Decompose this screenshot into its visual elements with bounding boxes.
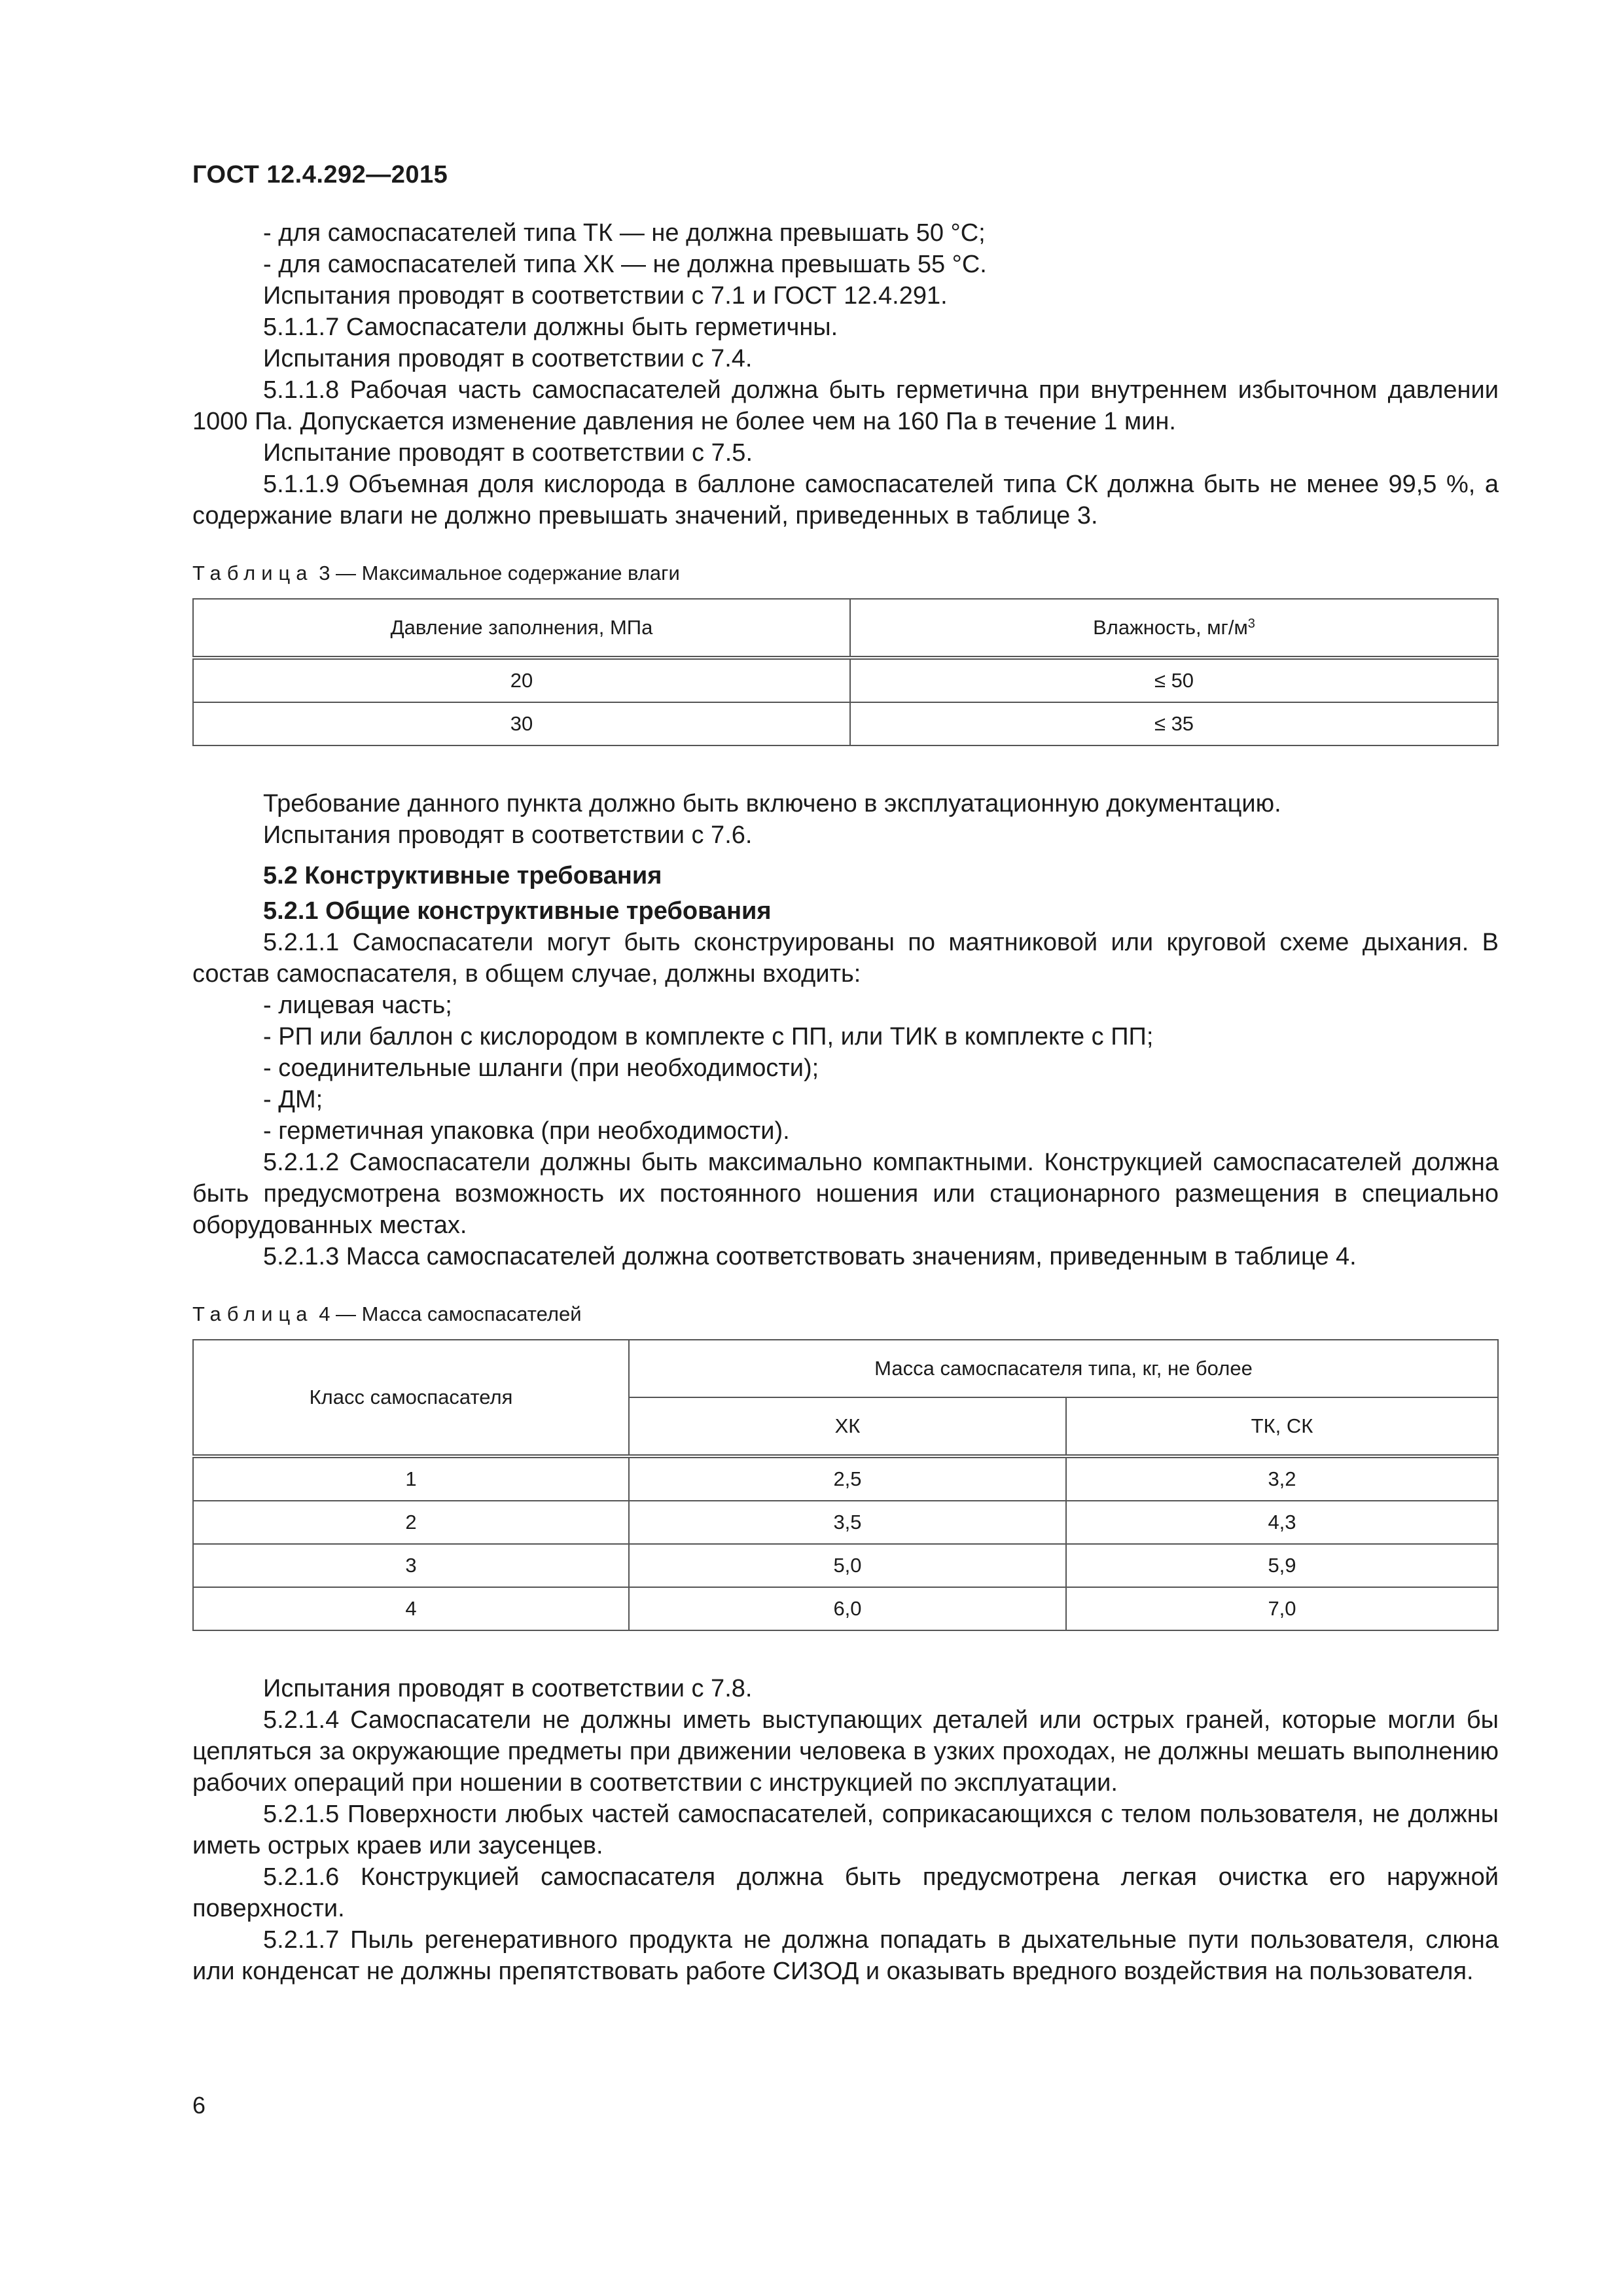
table-row [193,702,1498,745]
cell-xk: 6,0 [629,1587,1066,1630]
list-item: - РП или баллон с кислородом в комплекте с ПП, или ТИК в комплекте с ПП; [263,1023,1154,1050]
table3-moisture [192,598,1499,746]
cell-tk: 5,9 [1066,1544,1498,1587]
paragraph: Испытания проводят в соответствии с 7.6. [263,821,753,849]
list-item: - лицевая часть; [263,992,452,1019]
cell-class: 2 [193,1501,629,1544]
section-heading-5-2-1: 5.2.1 Общие конструктивные требования [263,897,772,925]
paragraph-5211: 5.2.1.1 Самоспасатели могут быть сконструированы по маятниковой или круговой схеме дыхания. В состав самоспасателя, в общем случае, должны входить: [192,929,1499,988]
paragraph-5214: 5.2.1.4 Самоспасатели не должны иметь выступающих деталей или острых граней, которые могли бы цепляться за окружающие предметы при движении человека в узких проходах, не должны мешать выполнению рабочих операций при ношении в соответствии с инструкцией по эксплуатации. [192,1706,1499,1797]
section-heading-5-2: 5.2 Конструктивные требования [263,862,662,889]
table3-caption [192,560,1499,586]
paragraph: Испытания проводят в соответствии с 7.1 и ГОСТ 12.4.291. [263,282,948,310]
cell-xk: 5,0 [629,1544,1066,1587]
cell-class: 1 [193,1456,629,1501]
paragraph-5212: 5.2.1.2 Самоспасатели должны быть максимально компактными. Конструкцией самоспасателей должна быть предусмотрена возможность их постоянного ношения или стационарного размещения в специально оборудованных местах. [192,1149,1499,1239]
cell-class: 3 [193,1544,629,1587]
paragraph: Испытания проводят в соответствии с 7.8. [263,1675,753,1702]
table-row [193,1456,1498,1501]
table-title: 3 — Максимальное содержание влаги [319,562,680,584]
list-item: - для самоспасателей типа ХК — не должна превышать 55 °С. [263,251,987,278]
page-number: 6 [192,2092,206,2119]
cell-xk: 2,5 [629,1456,1066,1501]
paragraph-5213: 5.2.1.3 Масса самоспасателей должна соответствовать значениям, приведенным в таблице 4. [263,1243,1357,1270]
table-row [193,658,1498,702]
table-row [193,1501,1498,1544]
document-code-header: ГОСТ 12.4.292—2015 [192,161,448,188]
cell-pressure: 30 [193,702,850,745]
paragraph-5118: 5.1.1.8 Рабочая часть самоспасателей должна быть герметична при внутреннем избыточном давлении 1000 Па. Допускается изменение давления не более чем на 160 Па в течение 1 мин. [192,376,1499,435]
column-header-humidity: Влажность, $мг/м^3$ [850,599,1498,658]
cell-class: 4 [193,1587,629,1630]
list-item: - соединительные шланги (при необходимости); [263,1054,819,1082]
document-body [192,217,1499,1987]
cell-pressure: 20 [193,658,850,702]
table4-caption [192,1301,1499,1327]
paragraph-5117: 5.1.1.7 Самоспасатели должны быть герметичны. [263,314,838,341]
list-item: - для самоспасателей типа ТК — не должна превышать 50 °С; [263,219,986,247]
cell-tk: 3,2 [1066,1456,1498,1501]
column-header-mass: Масса самоспасателя типа, кг, не более [629,1340,1498,1397]
list-item: - ДМ; [263,1086,323,1113]
table-row [193,1544,1498,1587]
table-label: Таблица [192,1302,313,1325]
table-row [193,1587,1498,1630]
column-header-class: Класс самоспасателя [193,1340,629,1456]
column-header-tk-sk: ТК, СК [1066,1397,1498,1456]
paragraph-5216: 5.2.1.6 Конструкцией самоспасателя должна быть предусмотрена легкая очистка его наружной поверхности. [192,1863,1499,1922]
paragraph: Требование данного пункта должно быть включено в эксплуатационную документацию. [263,790,1281,817]
table-title: 4 — Масса самоспасателей [319,1302,582,1325]
table4-mass [192,1339,1499,1631]
paragraph-5119: 5.1.1.9 Объемная доля кислорода в баллоне самоспасателей типа СК должна быть не менее 99,5 %, а содержание влаги не должно превышать значений, приведенных в таблице 3. [192,471,1499,529]
cell-xk: 3,5 [629,1501,1066,1544]
paragraph-5215: 5.2.1.5 Поверхности любых частей самоспасателей, соприкасающихся с телом пользователя, не должны иметь острых краев или заусенцев. [192,1801,1499,1859]
paragraph: Испытания проводят в соответствии с 7.4. [263,345,753,372]
paragraph: Испытание проводят в соответствии с 7.5. [263,439,753,467]
cell-tk: 7,0 [1066,1587,1498,1630]
column-header-xk: ХК [629,1397,1066,1456]
paragraph-5217: 5.2.1.7 Пыль регенеративного продукта не должна попадать в дыхательные пути пользователя, слюна или конденсат не должны препятствовать работе СИЗОД и оказывать вредного воздействия на пользователя. [192,1926,1499,1985]
cell-humidity: ≤ 35 [850,702,1498,745]
list-item: - герметичная упаковка (при необходимости). [263,1117,790,1145]
cell-humidity: ≤ 50 [850,658,1498,702]
table-label: Таблица [192,562,313,584]
column-header-pressure: Давление заполнения, МПа [193,599,850,658]
cell-tk: 4,3 [1066,1501,1498,1544]
